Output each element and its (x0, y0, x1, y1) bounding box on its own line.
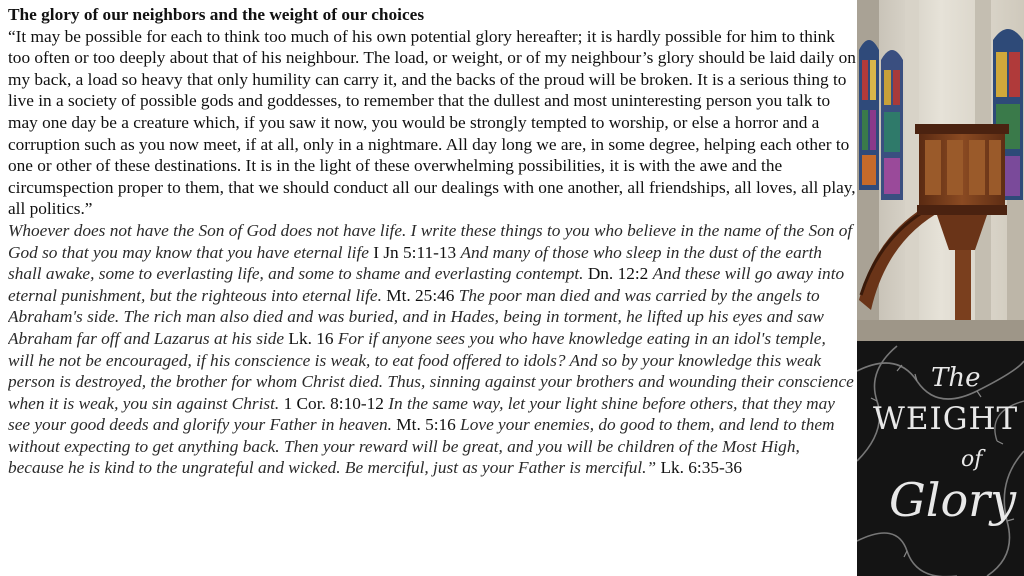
passage-text: And many of those who sleep in the dust of the earth shall awake, some to everlasting life, and some to shame and everlasting contempt. (8, 242, 822, 284)
passage-reference: 1 Cor. 8:10-12 (283, 393, 384, 413)
cover-word-weight: WEIGHT (873, 401, 1019, 437)
passage-text: Whoever does not have the Son of God does not have life. I write these things to you who believe in the name of the Son of God so that you may know that you have eternal life (8, 220, 853, 262)
passage-reference: Dn. 12:2 (587, 264, 649, 284)
pulpit-photo (857, 0, 1024, 341)
image-column (857, 0, 1024, 576)
passage-text: The poor man died and was carried by the angels to Abraham's side. The rich man also died and was buried, and in Hades, being in torment, he lifted up his eyes and saw Abraham far off and Lazarus at his side (8, 285, 824, 348)
lewis-quote: “It may be possible for each to think too much of his own potential glory hereafter; it is hardly possible for him to think too often or too deeply about that of his neighbour. The load, or weight, or of my neighbour’s glory should be laid daily on my back, a load so heavy that only humility can carry it, and the backs of the proud will be broken. It is a serious thing to live in a society of possible gods and goddesses, to remember that the dullest and most uninteresting person you talk to may one day be a creature which, if you saw it now, you would be strongly tempted to worship, or else a horror and a corruption such as you now meet, if at all, only in a nightmare. All day long we are, in some degree, helping each other to one or other of these destinations. It is in the light of these overwhelming possibilities, it is with the awe and the circumspection proper to them, that we should conduct all our dealings with one another, all friendships, all loves, all play, all politics.” (8, 26, 856, 219)
passage-text: Love your enemies, do good to them, and lend to them without expecting to get anything back. Then your reward will be great, and you will be children of the Most High, because he is kind to the ungrateful and wicked. Be merciful, just as your Father is merciful.” (8, 415, 835, 478)
passage-reference: I Jn 5:11-13 (373, 242, 457, 262)
book-cover (857, 341, 1024, 576)
passage-reference: Lk. 16 (288, 328, 334, 348)
scripture-passages (8, 220, 856, 479)
stained-glass-center (881, 50, 903, 200)
page-title: The glory of our neighbors and the weight of our choices (8, 5, 425, 24)
pulpit-illustration (857, 0, 1024, 341)
cover-word-the: The (931, 363, 981, 393)
passage-reference: Lk. 6:35-36 (660, 458, 743, 478)
text-column (8, 4, 856, 572)
passage-text: And these will go away into eternal punishment, but the righteous into eternal life. (8, 264, 845, 305)
stained-glass-left (859, 40, 879, 190)
cover-word-of: of (961, 447, 983, 472)
passage-reference: Mt. 25:46 (386, 285, 455, 305)
passage-text: For if anyone sees you who have knowledge eating in an idol's temple, will he not be encouraged, if his conscience is weak, to eat food offered to idols? And so by your knowledge this weak person is destroyed, the brother for whom Christ died. Thus, sinning against your brothers and wounding their conscience when it is weak, you sin against Christ. (8, 328, 854, 413)
passage-text: In the same way, let your light shine before others, that they may see your good deeds and glorify your Father in heaven. (8, 393, 835, 435)
cover-word-glory: Glory (889, 473, 1017, 527)
cover-title (857, 341, 1024, 576)
passage-reference: Mt. 5:16 (396, 415, 456, 435)
